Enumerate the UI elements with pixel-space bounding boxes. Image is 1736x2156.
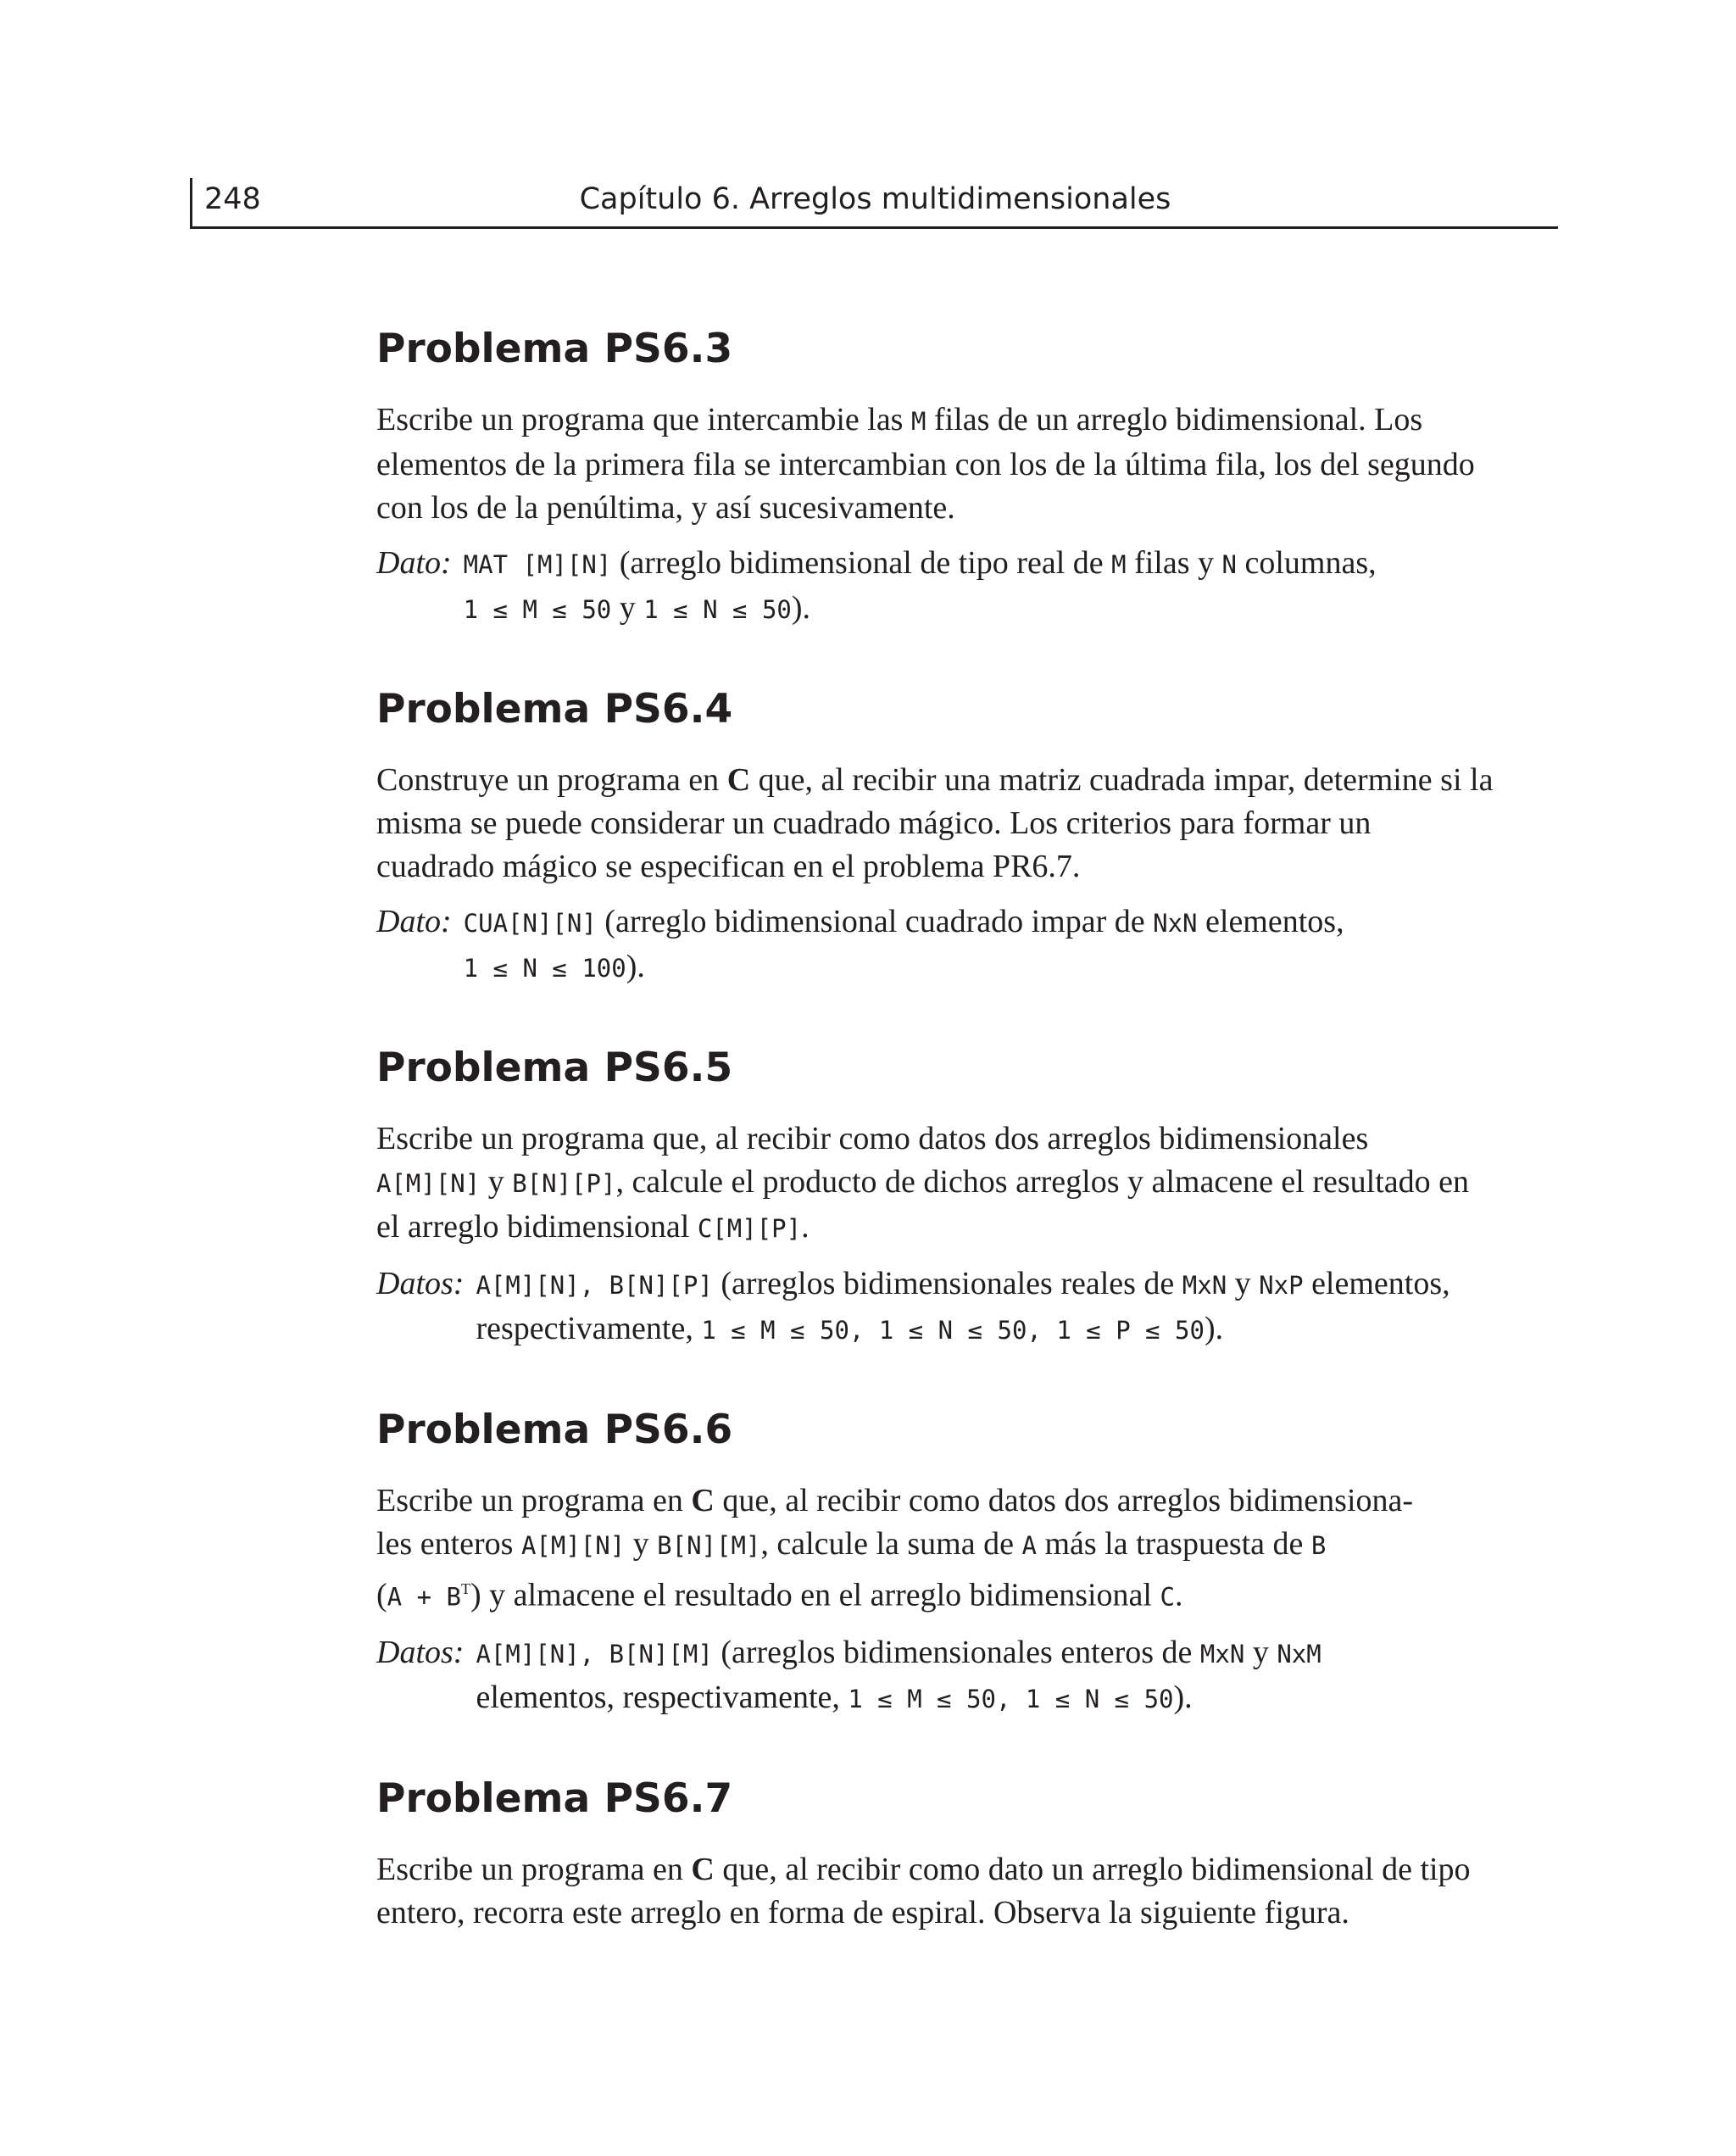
page-number: 248 (204, 182, 261, 216)
problem-ps6-3 (376, 324, 1495, 632)
problem-statement: Construye un programa en C que, al recibir una matriz cuadrada impar, determine si la misma se puede considerar un cuadrado mágico. Los criterios para formar un cuadrado mágico se especifican en el problema PR6.7. (376, 762, 1494, 884)
page-header (190, 178, 1558, 229)
page-content (376, 324, 1495, 1935)
problem-ps6-4 (376, 684, 1495, 990)
data-description: A[M][N], B[N][P] (arreglos bidimensionales reales de MxN y NxP elementos, respectivamente, 1 ≤ M ≤ 50, 1 ≤ N ≤ 50, 1 ≤ P ≤ 50). (476, 1266, 1450, 1346)
problem-data (376, 900, 1495, 990)
data-label: Dato: (376, 904, 452, 939)
problem-data (376, 1262, 1495, 1352)
problem-statement: Escribe un programa en C que, al recibir como datos dos arreglos bidimensiona- les enteros A[M][N] y B[N][M], calcule la suma de A más la traspuesta de B $(A + B^T)$ y almacene el resultado en el arreglo bidimensional C. (376, 1483, 1414, 1613)
problem-statement: Escribe un programa que intercambie las M filas de un arreglo bidimensional. Los elementos de la primera fila se intercambian con los de la última fila, los del segundo con los de la penúltima, y así sucesivamente. (376, 402, 1475, 526)
data-description: MAT [M][N] (arreglo bidimensional de tipo real de M filas y N columnas, 1 ≤ M ≤ 50 y 1 ≤ N ≤ 50). (463, 545, 1377, 626)
problem-data (376, 542, 1495, 632)
data-label: Dato: (376, 545, 452, 581)
data-label: Datos: (376, 1634, 465, 1670)
problem-statement: Escribe un programa en C que, al recibir como dato un arreglo bidimensional de tipo entero, recorra este arreglo en forma de espiral. Observa la siguiente figura. (376, 1851, 1471, 1930)
problem-statement: Escribe un programa que, al recibir como datos dos arreglos bidimensionales A[M][N] y B[N][P], calcule el producto de dichos arreglos y almacene el resultado en el arreglo bidimensional C[M][P]. (376, 1121, 1470, 1245)
problem-ps6-5 (376, 1043, 1495, 1352)
problem-ps6-6 (376, 1405, 1495, 1721)
problem-ps6-7 (376, 1774, 1495, 1935)
data-description: A[M][N], B[N][M] (arreglos bidimensionales enteros de MxN y NxM elementos, respectivamente, 1 ≤ M ≤ 50, 1 ≤ N ≤ 50). (476, 1634, 1321, 1715)
problem-title: Problema PS6.4 (376, 686, 733, 733)
problem-data (376, 1631, 1495, 1721)
chapter-title: Capítulo 6. Arreglos multidimensionales (579, 182, 1171, 216)
problem-title: Problema PS6.6 (376, 1407, 733, 1453)
data-label: Datos: (376, 1266, 465, 1301)
data-description: CUA[N][N] (arreglo bidimensional cuadrado impar de NxN elementos, 1 ≤ N ≤ 100). (463, 904, 1344, 984)
problem-title: Problema PS6.3 (376, 326, 733, 372)
problem-title: Problema PS6.5 (376, 1045, 733, 1091)
problem-title: Problema PS6.7 (376, 1774, 733, 1822)
